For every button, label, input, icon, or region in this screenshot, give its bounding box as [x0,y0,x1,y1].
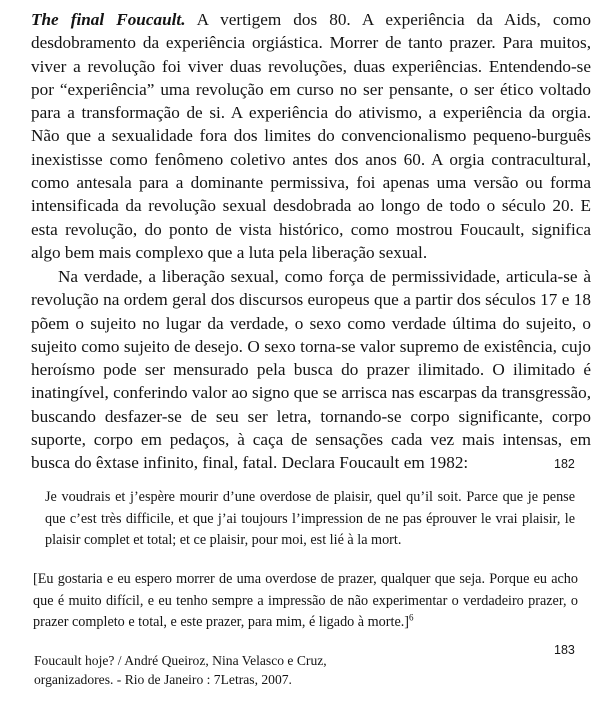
page-number-182: 182 [554,457,575,471]
paragraph-liberacao-sexual [31,265,591,475]
quote-french: Je voudrais et j’espère mourir d’une overdose de plaisir, quel qu’il soit. Parce que je pense que c’est très difficile, et que j’ai toujours l’impression de ne pas éprouver le vrai plaisir, le plaisir complet et total; et ce plaisir, pour moi, est lié à la mort. [45,489,575,548]
paragraph-text: Na verdade, a liberação sexual, como força de permissividade, articula-se à revolução na ordem geral dos discursos europeus que a partir dos séculos 17 e 18 põem o sujeito no lugar da verdade, o sexo como verdade última do sujeito, o sujeito como sujeito de desejo. O sexo torna-se valor supremo de existência, cujo heroísmo pode ser mensurado pela busca do prazer ilimitado. O ilimitado é inatingível, conferindo valor ao signo que se arrisca nas escarpas da transgressão, buscando desfazer-se de seu ser letra, tornando-se corpo significante, corpo suporte, corpo em pedaços, à caça de sensações cada vez mais intensas, em busca do êxtase infinito, final, fatal. Declara Foucault em 1982: [31,267,591,473]
section-lead-title: The final Foucault. [31,10,186,29]
page-number-183: 183 [554,643,575,657]
paragraph-final-foucault [31,8,591,264]
citation-line-2: organizadores. - Rio de Janeiro : 7Letras, 2007. [34,672,292,687]
book-citation [34,651,434,689]
citation-line-1: Foucault hoje? / André Queiroz, Nina Velasco e Cruz, [34,653,327,668]
quote-portuguese [33,569,578,634]
quote-translation-text: [Eu gostaria e eu espero morrer de uma overdose de prazer, qualquer que seja. Porque eu acho que é muito difícil, e eu tenho sempre a impressão de não experimentar o verdadeiro prazer, o prazer completo e total, e este prazer, para mim, é ligado à morte.] [33,571,578,630]
footnote-marker: 6 [409,612,414,623]
paragraph-text: A vertigem dos 80. A experiência da Aids, como desdobramento da experiência orgiástica. Morrer de tanto prazer. Para muitos, viver a revolução foi viver duas revoluções, duas experiências. Entendendo-se por “experiência” uma revolução em curso no ser pensante, o ser ético voltado para a transformação de si. A experiência do ativismo, a experiência da orgia. Não que a sexualidade fora dos limites do convencionalismo pequeno-burguês inexistisse como fenômeno coletivo antes dos anos 60. A orgia contracultural, como antesala para a dominante permissiva, foi apenas uma versão ou forma intensificada da revolução sexual desdobrada ao longo de todo o século 20. E esta revolução, do ponto de vista histórico, como mostrou Foucault, significa algo bem mais complexo que a luta pela liberação sexual. [31,10,592,262]
